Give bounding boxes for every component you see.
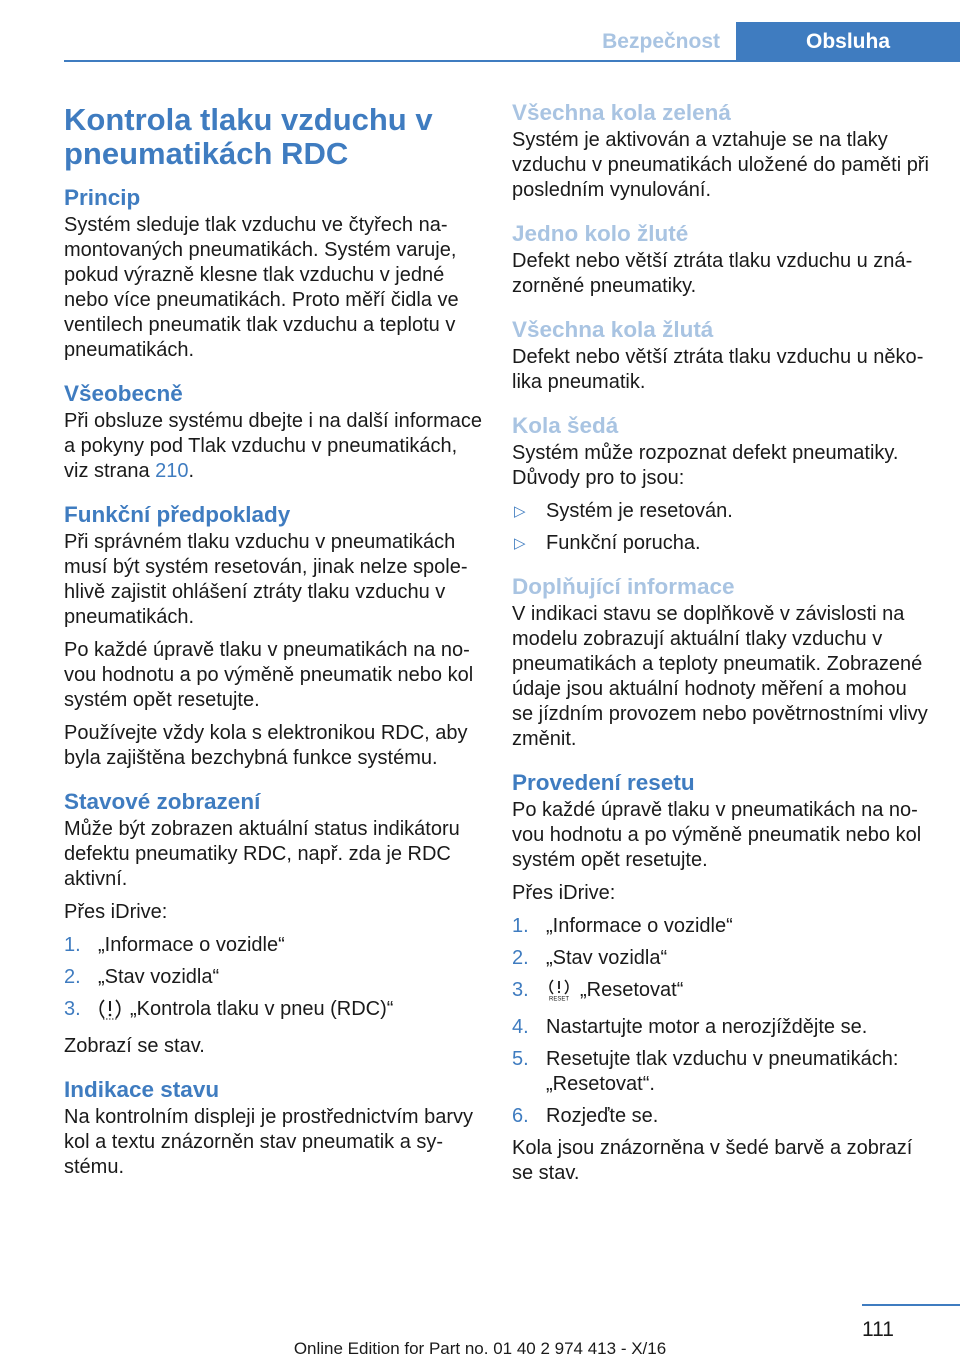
general-text: Při obsluze systému dbejte i na další informace a pokyny pod Tlak vzduchu v pneumatikách, viz strana 210. (64, 410, 482, 482)
tab-operation[interactable]: Obsluha (736, 22, 960, 62)
tire-pressure-warning-icon (98, 998, 122, 1027)
list-item: 5. Resetujte tlak vzduchu v pneumatikách: „Resetovat“. (512, 1048, 899, 1095)
section-heading-all-green: Všechna kola zelená (512, 100, 731, 125)
triangle-bullet-icon: ▷ (514, 503, 526, 520)
status-result-text: Zobrazí se stav. (64, 1035, 205, 1057)
additional-info-text: V indikaci stavu se doplňkově v závislosti na modelu zobrazují aktuální tlaky vzduchu v pneumatikách a teploty pneumatik. Zobrazené údaje jsou aktuální hodnoty měření a mohou se jízdním provozem nebo povětrnostními vlivy změnit. (512, 603, 928, 750)
prerequisites-text-3: Používejte vždy kola s elektronikou RDC, aby byla zajištěna bezchybná funkce systému. (64, 722, 468, 769)
prerequisites-text-1: Při správném tlaku vzduchu v pneumatikách musí být systém resetován, jinak nelze spolehlivě zajistit ohlášení ztráty tlaku vzduchu v pneumatikách. (64, 531, 468, 628)
one-yellow-text: Defekt nebo větší ztráta tlaku vzduchu u znázorněné pneumatiky. (512, 250, 913, 297)
section-heading-general: Všeobecně (64, 381, 183, 406)
list-item: 4. Nastartujte motor a nerozjíždějte se. (512, 1016, 868, 1038)
tab-safety[interactable]: Bezpečnost (602, 30, 720, 53)
page-number: 111 (862, 1318, 894, 1341)
section-heading-additional-info: Doplňující informace (512, 574, 735, 599)
left-column (64, 98, 482, 1188)
status-steps-list (64, 933, 482, 1027)
reset-idrive: Přes iDrive: (512, 882, 616, 904)
reset-result-text: Kola jsou znázorněna v šedé barvě a zobrazí se stav. (512, 1137, 913, 1184)
status-indication-text: Na kontrolním displeji je prostřednictvím barvy kol a textu znázorněn stav pneumatik a systému. (64, 1106, 474, 1178)
page-title: Kontrola tlaku vzduchu v pneumatikách RDC (64, 102, 433, 171)
right-column (512, 98, 930, 1194)
triangle-bullet-icon: ▷ (514, 535, 526, 552)
list-item: 6. Rozjeďte se. (512, 1105, 659, 1127)
section-heading-reset: Provedení resetu (512, 770, 695, 795)
reset-steps-list (512, 914, 930, 1129)
prerequisites-text-2: Po každé úpravě tlaku v pneumatikách na novou hodnotu a po výměně pneumatik nebo kol systém opět resetujte. (64, 639, 474, 711)
list-item: 2. „Stav vozidla“ (512, 947, 668, 969)
grey-text: Systém může rozpoznat defekt pneumatiky. Důvody pro to jsou: (512, 442, 899, 489)
section-heading-one-yellow: Jedno kolo žluté (512, 221, 689, 246)
list-item: 2. „Stav vozidla“ (64, 966, 220, 988)
tire-reset-icon (546, 979, 572, 1008)
list-item: 3. RESET „Resetovat“ (512, 978, 930, 1008)
list-item: 3. „Kontrola tlaku v pneu (RDC)“ (64, 997, 482, 1027)
section-heading-prerequisites: Funkční předpoklady (64, 502, 291, 527)
principle-text: Systém sleduje tlak vzduchu ve čtyřech namontovaných pneumatikách. Systém varuje, pokud výrazně klesne tlak vzduchu v jedné nebo více pneumatikách. Proto měří čidla ve ventilech pneumatik tlak vzduchu a teplotu v pneumatikách. (64, 214, 459, 361)
all-yellow-text: Defekt nebo větší ztráta tlaku vzduchu u několika pneumatik. (512, 346, 924, 393)
section-heading-grey: Kola šedá (512, 413, 619, 438)
status-display-idrive: Přes iDrive: (64, 901, 168, 923)
page-reference-link[interactable]: 210 (155, 460, 189, 482)
all-green-text: Systém je aktivován a vztahuje se na tlaky vzduchu v pneumatikách uložené do paměti při posledním vynulování. (512, 129, 929, 201)
list-item: 1. „Informace o vozidle“ (512, 915, 733, 937)
list-item: 1. „Informace o vozidle“ (64, 934, 285, 956)
grey-reasons-list (512, 499, 930, 556)
section-heading-status-display: Stavové zobrazení (64, 789, 261, 814)
list-item: ▷ Systém je resetován. (514, 500, 733, 522)
section-heading-status-indication: Indikace stavu (64, 1077, 220, 1102)
list-item: ▷ Funkční porucha. (514, 532, 701, 554)
page-header (64, 22, 960, 62)
footer-edition-note: Online Edition for Part no. 01 40 2 974 413 - X/16 (293, 1339, 667, 1358)
section-heading-principle: Princip (64, 185, 141, 210)
section-heading-all-yellow: Všechna kola žlutá (512, 317, 714, 342)
status-display-text: Může být zobrazen aktuální status indikátoru defektu pneumatiky RDC, např. zda je RDC aktivní. (64, 818, 460, 890)
svg-text:RESET: RESET (548, 996, 570, 1001)
page-number-rule (862, 1304, 960, 1306)
reset-text: Po každé úpravě tlaku v pneumatikách na novou hodnotu a po výměně pneumatik nebo kol systém opět resetujte. (512, 799, 922, 871)
